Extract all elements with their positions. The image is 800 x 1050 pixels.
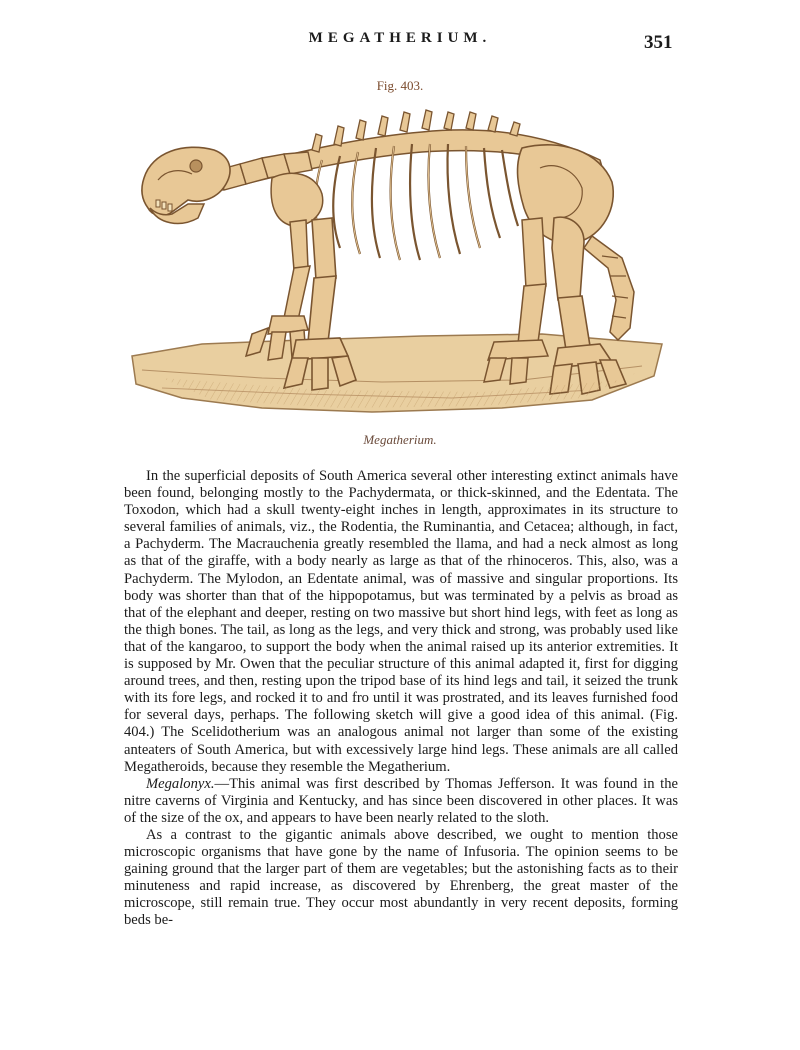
paragraph-body: —This animal was first described by Thomas Jefferson. It was found in the nitre caverns of Virginia and Kentucky, and has since been discovered in other places. It was of the size of the ox, and appears to have been nearly related to the sloth. [124, 775, 678, 826]
page-number: 351 [644, 32, 673, 53]
paragraph-term: Megalonyx. [146, 775, 215, 792]
paragraph [124, 776, 678, 827]
tail-bones [584, 236, 634, 340]
running-head: MEGATHERIUM. [308, 30, 492, 46]
scapula [271, 173, 323, 226]
body-text [124, 468, 678, 930]
paragraph: In the superficial deposits of South America several other interesting extinct animals have been found, belonging mostly to the Pachydermata, or thick-skinned, and the Edentata. The Toxodon, which had a skull twenty-eight inches in length, approximates in its structure to several families of animals, viz., the Rodentia, the Ruminantia, and Cetacea; although, in fact, a Pachyderm. The Macrauchenia greatly resembled the llama, and had a neck almost as long as that of the giraffe, with a body nearly as large as that of the rhinoceros. This, also, was a Pachyderm. The Mylodon, an Edentate animal, was of massive and singular proportions. Its body was shorter than that of the hippopotamus, but was terminated by a pelvis as broad as that of the elephant and deeper, resting on two massive but short hind legs, with feet as long as the thigh bones. The tail, as long as the legs, and very thick and strong, was probably used like that of the kangaroo, to support the body when the animal raised up its anterior extremities. It is supposed by Mr. Owen that the peculiar structure of this animal adapted it, first for digging around trees, and then, resting upon the tripod base of its hind legs and tail, it seized the trunk with its fore legs, and rocked it to and fro until it was prostrated, and its leaves furnished food for several days, perhaps. The following sketch will give a good idea of this animal. (Fig. 404.) The Scelidotherium was an analogous animal not larger than some of the existing anteaters of South America, but with excessively large hind legs. These animals are all called Megatheroids, because they resemble the Megatherium. [124, 468, 678, 775]
megatherium-skeleton-illustration [122, 108, 672, 426]
paragraph: As a contrast to the gigantic animals above described, we ought to mention those microscopic organisms that have gone by the name of Infusoria. The opinion seems to be gaining ground that the larger part of them are vegetables; but the astonishing facts as to their minuteness and rapid increase, as discovered by Ehrenberg, the great master of the microscope, still remain true. They occur most abundantly in very recent deposits, forming beds be- [124, 826, 678, 929]
figure-label: Fig. 403. [376, 78, 424, 93]
figure-caption: Megatherium. [363, 432, 437, 447]
